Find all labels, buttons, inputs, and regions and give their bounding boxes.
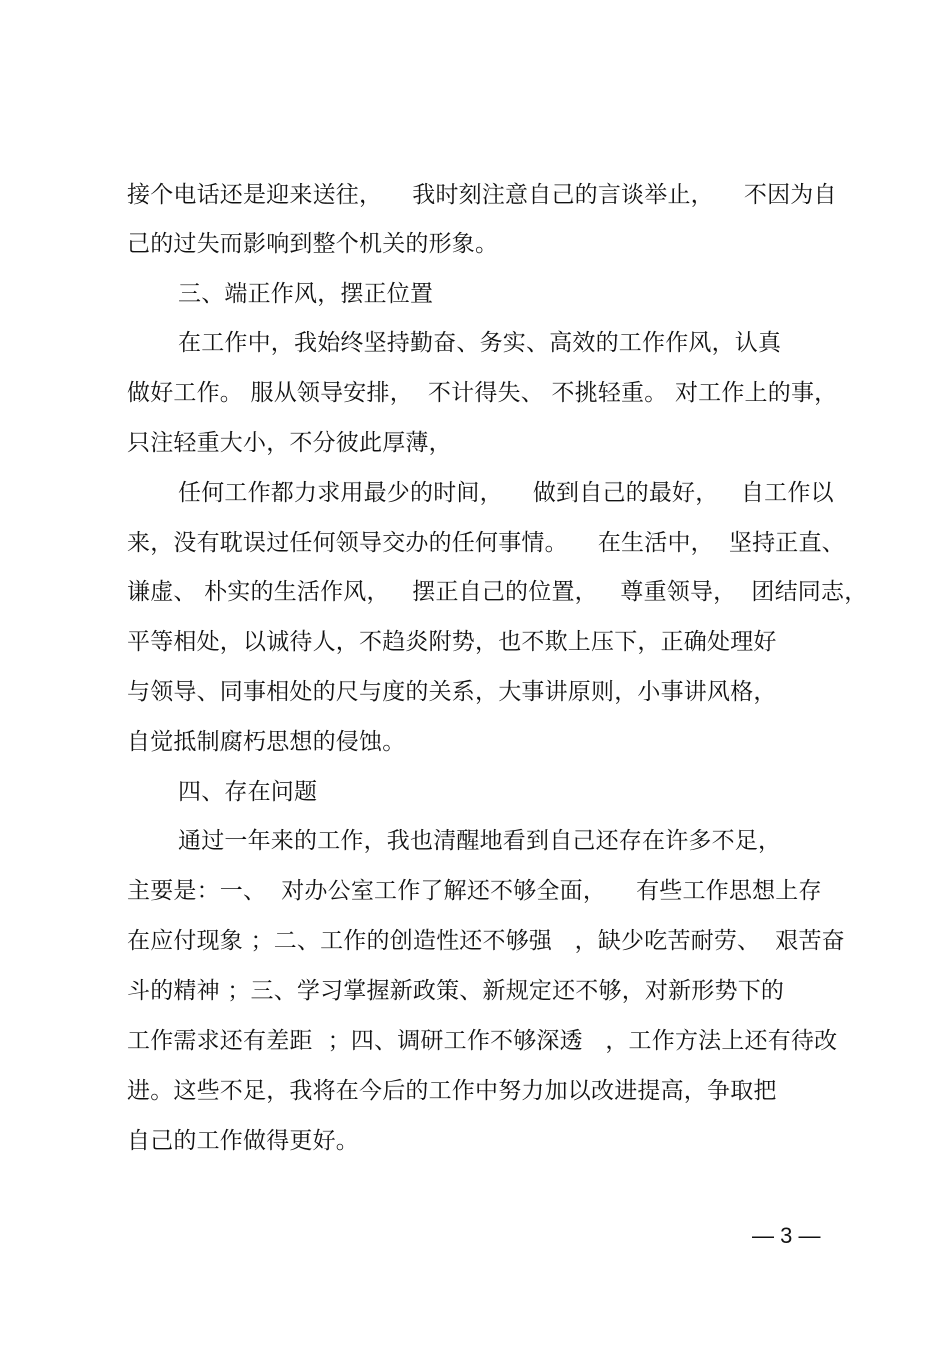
body-line-16: 在应付现象 ；二、工作的创造性还不够强 ，缺少吃苦耐劳、 艰苦奋 [127,928,845,954]
body-line-9: 谦虚、 朴实的生活作风， 摆正自己的位置， 尊重领导， 团结同志， [127,579,868,605]
body-line-4: 在工作中，我始终坚持勤奋、务实、高效的工作作风，认真 [178,330,782,356]
body-line-18: 工作需求还有差距 ；四、调研工作不够深透 ，工作方法上还有待改 [127,1028,838,1054]
section-heading-4: 四、存在问题 [178,779,318,805]
body-line-19: 进。这些不足，我将在今后的工作中努力加以改进提高，争取把 [127,1078,777,1104]
body-line-12: 自觉抵制腐朽思想的侵蚀。 [127,729,406,755]
body-line-6: 只注轻重大小，不分彼此厚薄， [127,430,452,456]
body-line-10: 平等相处，以诚待人，不趋炎附势，也不欺上压下，正确处理好 [127,629,777,655]
body-line-20: 自己的工作做得更好。 [127,1128,359,1154]
body-line-5: 做好工作。 服从领导安排， 不计得失、 不挑轻重。 对工作上的事， [127,380,838,406]
body-line-15: 主要是：一、 对办公室工作了解还不够全面， 有些工作思想上存 [127,878,822,904]
body-line-11: 与领导、同事相处的尺与度的关系，大事讲原则，小事讲风格， [127,679,777,705]
body-line-17: 斗的精神 ；三、学习掌握新政策、新规定还不够，对新形势下的 [127,978,785,1004]
page-number: — 3 — [752,1223,821,1248]
body-line-1: 接个电话还是迎来送往， 我时刻注意自己的言谈举止， 不因为自 [127,182,837,208]
body-line-14: 通过一年来的工作，我也清醒地看到自己还存在许多不足， [178,828,782,854]
body-line-2: 己的过失而影响到整个机关的形象。 [127,231,499,257]
body-line-7: 任何工作都力求用最少的时间， 做到自己的最好， 自工作以 [178,480,834,506]
body-line-8: 来，没有耽误过任何领导交办的任何事情。 在生活中， 坚持正直、 [127,530,845,556]
section-heading-3: 三、端正作风，摆正位置 [178,281,434,307]
